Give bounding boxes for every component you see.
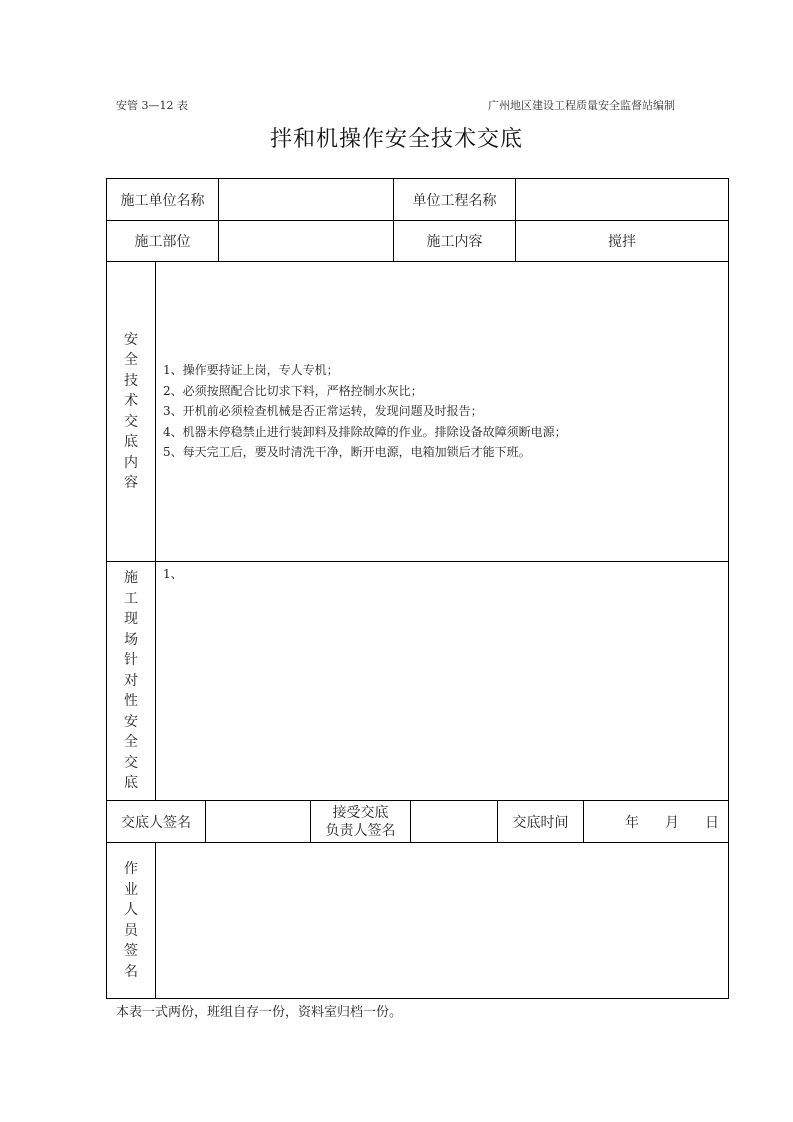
row-divider <box>106 261 729 262</box>
site-items-field[interactable] <box>163 564 723 585</box>
label-char: 名 <box>124 963 138 980</box>
label-char: 交 <box>124 413 138 430</box>
label-char: 全 <box>124 352 138 368</box>
label-char: 交 <box>124 754 138 771</box>
list-item: 4、机器未停稳禁止进行装卸料及排除故障的作业。排除设备故障须断电源； <box>163 424 567 439</box>
date-year-label: 年 <box>625 814 639 831</box>
footer-note: 本表一式两份，班组自存一份，资料室归档一份。 <box>116 1005 403 1020</box>
label-line: 负责人签名 <box>325 822 396 839</box>
label-char: 对 <box>124 672 138 689</box>
list-item: 3、开机前必须检查机械是否正常运转，发现问题及时报告； <box>163 404 483 418</box>
label-char: 底 <box>124 775 138 792</box>
label-char: 内 <box>124 454 138 471</box>
label-char: 底 <box>124 434 138 450</box>
label-char: 技 <box>124 372 138 389</box>
label-char: 施 <box>124 570 138 587</box>
label-receiver-signature <box>311 801 410 842</box>
list-item: 1、操作要持证上岗，专人专机； <box>163 363 339 377</box>
label-disclosure-time: 交底时间 <box>512 814 569 831</box>
label-discloser-signature: 交底人签名 <box>121 814 191 831</box>
label-char: 业 <box>124 881 138 898</box>
form-code: 安管 3—12 表 <box>116 99 188 112</box>
label-char: 安 <box>124 713 138 730</box>
list-item: 1、 <box>163 567 183 581</box>
label-char: 签 <box>124 943 138 959</box>
table-border-right <box>728 178 729 999</box>
label-line: 接受交底 <box>332 804 389 821</box>
disclosure-date-field[interactable] <box>584 801 728 842</box>
label-char: 术 <box>124 393 138 409</box>
discloser-signature-field[interactable] <box>206 801 310 842</box>
label-unit-name: 施工单位名称 <box>120 192 205 209</box>
unit-name-field[interactable] <box>219 179 393 220</box>
location-field[interactable] <box>219 221 393 261</box>
label-safety-content <box>107 262 155 561</box>
list-item: 2、必须按照配合比切求下料，严格控制水灰比； <box>163 383 423 398</box>
receiver-signature-field[interactable] <box>411 801 497 842</box>
workers-signature-field[interactable] <box>156 843 728 998</box>
label-site-specific <box>107 562 155 800</box>
label-char: 针 <box>124 652 138 669</box>
label-char: 全 <box>124 734 138 751</box>
row-divider <box>106 561 729 562</box>
table-border-bottom <box>106 998 729 999</box>
safety-items-list <box>163 360 723 463</box>
label-char: 场 <box>124 631 138 648</box>
label-char: 容 <box>124 475 138 491</box>
label-char: 安 <box>124 331 138 348</box>
label-content: 施工内容 <box>426 234 483 250</box>
label-char: 员 <box>124 922 138 939</box>
label-char: 性 <box>124 693 138 710</box>
label-location: 施工部位 <box>134 234 191 250</box>
issuer-text: 广州地区建设工程质量安全监督站编制 <box>488 99 675 112</box>
label-char: 工 <box>124 590 138 607</box>
date-day-label: 日 <box>705 814 719 831</box>
list-item: 5、每天完工后，要及时清洗干净，断开电源，电箱加锁后才能下班。 <box>163 445 531 459</box>
label-char: 现 <box>124 611 138 628</box>
label-char: 人 <box>124 902 138 918</box>
label-workers-signature <box>107 843 155 998</box>
date-month-label: 月 <box>665 814 679 831</box>
label-char: 作 <box>124 861 138 877</box>
project-name-field[interactable] <box>516 179 728 220</box>
content-field[interactable]: 搅拌 <box>608 234 636 250</box>
label-project-name: 单位工程名称 <box>412 192 497 209</box>
col-divider <box>155 261 156 800</box>
page-title: 拌和机操作安全技术交底 <box>269 127 523 152</box>
